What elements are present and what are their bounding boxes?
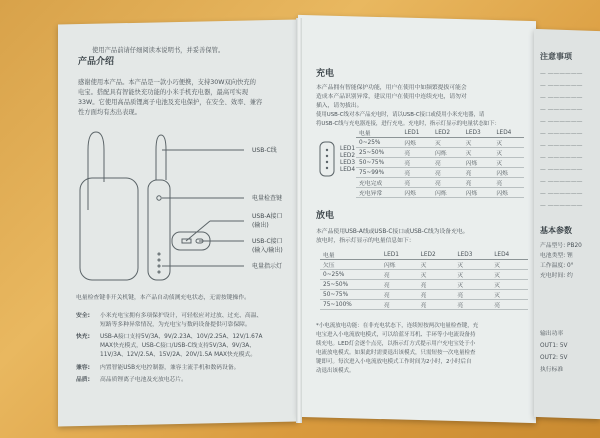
- table-row: [356, 178, 524, 188]
- charge-para-1: 本产品拥有智能保护功能，用户在使用中如频繁提拔可能会: [316, 85, 467, 91]
- table-cell: 50~75%: [320, 290, 381, 300]
- charge-table: [356, 128, 524, 198]
- intro-line: 使用产品前请仔细阅读本说明书，并妥善保管。: [92, 47, 225, 54]
- table-cell: 0~25%: [356, 138, 401, 148]
- feature-key-safety: 安全:: [76, 313, 90, 319]
- table-header-cell: 电量: [320, 250, 381, 260]
- label-indicator: 电量指示灯: [252, 263, 283, 270]
- feature-fast-3: 11V/3A、12V/2.5A、15V/2A、20V/1.5A MAX快充模式。: [100, 352, 257, 358]
- table-cell: 灭: [463, 148, 494, 158]
- page-fold: [296, 18, 302, 423]
- far-frag-8: 执行标准: [540, 367, 564, 373]
- table-cell: 灭: [491, 280, 528, 290]
- table-cell: 亮: [432, 178, 463, 188]
- footnote-6: 动退出该模式。: [316, 368, 355, 374]
- footnote-5: 键即可。每次进入小电流放电模式工作时间为2小时，2小时后自: [316, 359, 472, 365]
- label-usbc-port: USB-C接口: [252, 238, 283, 245]
- table-cell: 灭: [432, 138, 463, 148]
- label-usba-port-sub: (输出): [252, 222, 269, 229]
- table-cell: 闪烁: [432, 148, 463, 158]
- feature-key-compat: 兼容:: [76, 365, 90, 371]
- table-header-cell: LED4: [491, 250, 528, 260]
- table-header-cell: LED3: [463, 128, 494, 138]
- charge-para-5: 将USB-C线与充电器连接，进行充电。充电时，指示灯显示的电量状态如下：: [316, 121, 500, 127]
- powerbank-front: [80, 178, 138, 280]
- far-page-content: 注意事项 — —————— — —————— — —————— — —————— — —————— — —————— — —————— — —————— — —————— — —————— — —————— — —————— 基本参数 产品型号: PB20 电池类型: 锂 工作温度: 0° 充电时间: 约 输出功率 OUT1: 5V OUT2: 5V 执行标准: [540, 52, 583, 373]
- section-title-charge: 充电: [316, 69, 335, 79]
- table-cell: 25~50%: [356, 148, 401, 158]
- table-cell: 亮: [493, 178, 524, 188]
- feature-fast-2: MAX快充模式，USB-C接口/USB-C线支持5V/3A、9V/3A、: [100, 343, 256, 349]
- table-cell: 亮: [401, 178, 432, 188]
- label-usbc-port-sub: (输入/输出): [252, 247, 283, 254]
- led-label-1: LED1: [340, 146, 356, 152]
- far-frag-5: 输出功率: [540, 331, 564, 337]
- table-row: [320, 280, 528, 290]
- label-check-button: 电量检查键: [252, 195, 283, 202]
- table-header-row: [320, 250, 528, 260]
- table-cell: 亮: [491, 300, 528, 310]
- table-row: [356, 188, 524, 198]
- table-row: [320, 300, 528, 310]
- table-cell: 75~99%: [356, 168, 401, 178]
- cable-loop-left: [88, 132, 104, 210]
- table-cell: 闪烁: [493, 188, 524, 198]
- table-cell: 充电异常: [356, 188, 401, 198]
- far-frag-7: OUT2: 5V: [540, 355, 568, 361]
- table-cell: 亮: [401, 158, 432, 168]
- table-cell: 亮: [401, 168, 432, 178]
- button-note: 电量检查键非开关机键，本产品自动侦测充电状态，无需按键操作。: [76, 295, 250, 301]
- discharge-table: [320, 250, 528, 310]
- table-header-cell: LED2: [418, 250, 455, 260]
- table-row: [320, 270, 528, 280]
- table-header-cell: 电量: [356, 128, 401, 138]
- table-cell: 亮: [463, 168, 494, 178]
- far-frag-4: 充电时间: 约: [540, 273, 573, 279]
- table-row: [356, 158, 524, 168]
- charge-para-3: 插入，请勿拔出。: [316, 103, 363, 109]
- table-cell: 亮: [381, 300, 418, 310]
- table-cell: 闪烁: [463, 158, 494, 168]
- table-header-cell: LED1: [401, 128, 432, 138]
- table-cell: 50~75%: [356, 158, 401, 168]
- intro-para-2: 电宝。搭配具有智能快充功能的小米手机充电器，最高可实现: [78, 89, 249, 96]
- table-cell: 亮: [463, 178, 494, 188]
- table-cell: 亮: [401, 148, 432, 158]
- intro-para-4: 性方面均有杰出表现。: [78, 109, 141, 116]
- feature-compat-1: 内置智能USB充电控制器，兼容主流手机和数码设备。: [100, 365, 240, 371]
- table-header-cell: LED3: [454, 250, 491, 260]
- led-label-2: LED2: [340, 153, 356, 159]
- table-cell: 亮: [381, 280, 418, 290]
- table-cell: 灭: [454, 270, 491, 280]
- table-cell: 灭: [418, 260, 455, 270]
- far-frag-6: OUT1: 5V: [540, 343, 568, 349]
- table-cell: 亮: [432, 168, 463, 178]
- label-usbc-cable: USB-C线: [252, 147, 277, 154]
- table-cell: 灭: [491, 290, 528, 300]
- intro-para-1: 感谢使用本产品。本产品是一款小巧便携，支持30W双向快充的: [78, 79, 256, 86]
- intro-para-3: 33W。它使用高品质锂离子电池及充电保护，在安全、效率、兼容: [78, 99, 263, 106]
- table-cell: 闪烁: [493, 168, 524, 178]
- charge-para-2: 造成本产品识别异常，建议用户在使用中连续充电，请勿对: [316, 94, 467, 100]
- table-cell: 亮: [432, 158, 463, 168]
- table-cell: 充电完成: [356, 178, 401, 188]
- table-cell: 闪烁: [381, 260, 418, 270]
- table-cell: 75~100%: [320, 300, 381, 310]
- table-cell: 亮: [381, 270, 418, 280]
- table-cell: 欠压: [320, 260, 381, 270]
- label-usba-port: USB-A接口: [252, 213, 283, 220]
- far-title-basic: 基本参数: [540, 226, 572, 235]
- table-cell: 亮: [381, 290, 418, 300]
- table-cell: 灭: [493, 148, 524, 158]
- table-cell: 亮: [454, 290, 491, 300]
- charge-para-4: 使用USB-C线对本产品充电时，请以USB-C接口或使用小米充电器，请: [316, 112, 485, 118]
- far-title-notes: 注意事项: [540, 52, 572, 61]
- table-cell: 亮: [418, 280, 455, 290]
- footnote-2: 电宝进入小电流放电模式，可以给蓝牙耳机、手环等小电流设备持: [316, 332, 476, 338]
- feature-safety-2: 短路等多种异常情况，为充电宝与数码设备提供可靠保障。: [100, 322, 251, 328]
- table-cell: 闪烁: [432, 188, 463, 198]
- table-header-cell: LED4: [493, 128, 524, 138]
- table-row: [356, 148, 524, 158]
- check-button-shape: [157, 196, 161, 200]
- footnote-3: 续充电。LED灯会逐个点亮，以指示灯方式提示用户充电宝处于小: [316, 341, 476, 347]
- table-header-cell: LED2: [432, 128, 463, 138]
- feature-quality-1: 高品质锂离子电池及充放电芯片。: [100, 377, 187, 383]
- table-cell: 灭: [493, 158, 524, 168]
- far-frag-2: 电池类型: 锂: [540, 253, 573, 259]
- table-cell: 闪烁: [401, 138, 432, 148]
- table-row: [356, 168, 524, 178]
- discharge-para-2: 放电时，指示灯显示的电量信息如下：: [316, 238, 415, 244]
- table-cell: 灭: [454, 280, 491, 290]
- footnote-1: *小电流放电功能：在非充电状态下，连续短按两次电量检查键，充: [316, 323, 479, 329]
- table-row: [320, 290, 528, 300]
- cable-loop-side: [156, 135, 166, 180]
- table-cell: 闪烁: [401, 188, 432, 198]
- table-cell: 亮: [418, 300, 455, 310]
- table-cell: 灭: [463, 138, 494, 148]
- table-cell: 灭: [418, 270, 455, 280]
- feature-fast-1: USB-A接口支持5V/3A、9V/2.23A、10V/2.25A、12V/1.67A: [100, 334, 263, 340]
- table-cell: 灭: [454, 260, 491, 270]
- feature-safety-1: 小米充电宝拥有多项保护设计，可轻松应对过放、过充、高温、: [100, 313, 263, 319]
- table-header-cell: LED1: [381, 250, 418, 260]
- powerbank-diagram: [70, 120, 270, 285]
- table-row: [356, 138, 524, 148]
- led-label-4: LED4: [340, 167, 356, 173]
- far-frag-1: 产品型号: PB20: [540, 243, 582, 249]
- section-title-discharge: 放电: [316, 211, 335, 221]
- table-cell: 25~50%: [320, 280, 381, 290]
- table-cell: 灭: [493, 138, 524, 148]
- feature-key-fast: 快充:: [76, 334, 90, 340]
- footnote-4: 电流放电模式。如果此时需要退出该模式，只需短按一次电量检查: [316, 350, 476, 356]
- table-cell: 闪烁: [463, 188, 494, 198]
- table-header-row: [356, 128, 524, 138]
- feature-key-quality: 品质:: [76, 377, 90, 383]
- table-cell: 灭: [491, 260, 528, 270]
- discharge-para-1: 本产品使用USB-A线或USB-C接口或USB-C线为设备充电。: [316, 229, 469, 235]
- table-row: [320, 260, 528, 270]
- table-cell: 亮: [454, 300, 491, 310]
- table-cell: 亮: [418, 290, 455, 300]
- table-cell: 0~25%: [320, 270, 381, 280]
- far-frag-3: 工作温度: 0°: [540, 263, 574, 269]
- led-label-3: LED3: [340, 160, 356, 166]
- section-title-intro: 产品介绍: [78, 57, 115, 67]
- table-cell: 灭: [491, 270, 528, 280]
